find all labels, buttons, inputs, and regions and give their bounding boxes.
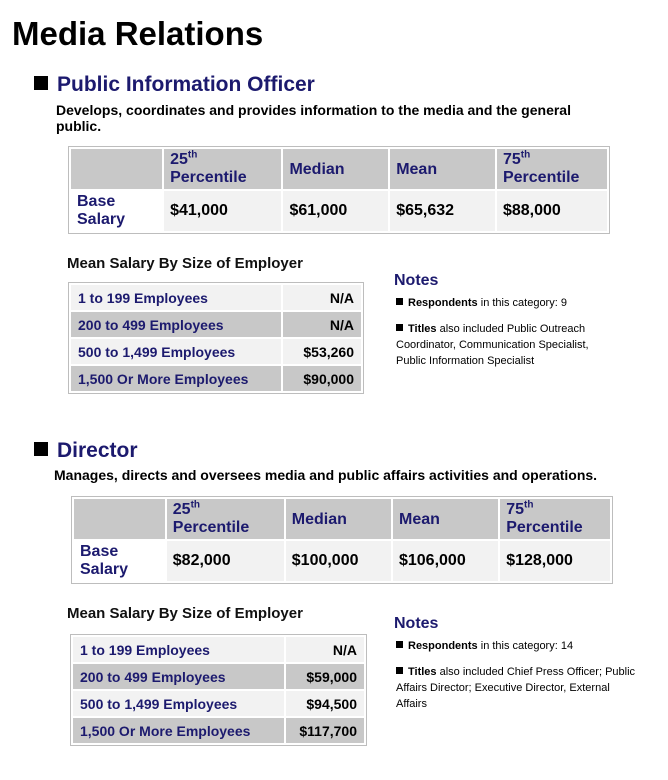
salary-header-blank (74, 499, 165, 539)
header-75th-percentile: 75th Percentile (497, 149, 607, 189)
job-title-public-information-officer: Public Information Officer (34, 72, 315, 98)
size-label: 200 to 499 Employees (73, 664, 284, 689)
list-item (71, 285, 361, 310)
size-value: $117,700 (286, 718, 364, 743)
square-bullet-icon (34, 442, 48, 456)
size-value: $53,260 (283, 339, 361, 364)
list-item (73, 718, 364, 743)
note-respondents: Respondents in this category: 14 (396, 638, 636, 654)
header-75th-percentile: 75th Percentile (500, 499, 610, 539)
size-table (70, 634, 367, 746)
job-title-director: Director (34, 438, 138, 464)
notes-heading: Notes (394, 615, 439, 632)
square-bullet-icon (396, 667, 403, 674)
page-title: Media Relations (12, 15, 264, 52)
header-25th-percentile: 25th Percentile (164, 149, 281, 189)
job-description: Develops, coordinates and provides information to the media and the general public. (56, 102, 571, 134)
list-item (71, 312, 361, 337)
value-median: $61,000 (283, 191, 388, 231)
note-titles: Titles also included Public Outreach Coordinator, Communication Specialist, Public Information Specialist (396, 323, 589, 367)
size-label: 1 to 199 Employees (73, 637, 284, 662)
header-median: Median (283, 149, 388, 189)
table-row (71, 191, 607, 231)
job-description: Manages, directs and oversees media and public affairs activities and operations. (54, 467, 598, 483)
size-label: 1,500 Or More Employees (73, 718, 284, 743)
list-item (73, 664, 364, 689)
size-value: N/A (286, 637, 364, 662)
row-label-base-salary: Base Salary (71, 191, 162, 231)
value-25th-percentile: $41,000 (164, 191, 281, 231)
row-label-base-salary: Base Salary (74, 541, 165, 581)
list-item (73, 691, 364, 716)
table-row (74, 541, 610, 581)
square-bullet-icon (34, 76, 48, 90)
square-bullet-icon (396, 324, 403, 331)
size-heading: Mean Salary By Size of Employer (67, 255, 303, 272)
list-item (71, 339, 361, 364)
size-value: $90,000 (283, 366, 361, 391)
size-label: 200 to 499 Employees (71, 312, 281, 337)
notes-heading: Notes (394, 272, 439, 289)
value-mean: $65,632 (390, 191, 495, 231)
size-value: $59,000 (286, 664, 364, 689)
note-respondents: Respondents in this category: 9 (396, 295, 636, 311)
size-heading: Mean Salary By Size of Employer (67, 605, 303, 622)
value-25th-percentile: $82,000 (167, 541, 284, 581)
salary-header-blank (71, 149, 162, 189)
value-median: $100,000 (286, 541, 391, 581)
size-value: N/A (283, 285, 361, 310)
size-value: N/A (283, 312, 361, 337)
square-bullet-icon (396, 298, 403, 305)
value-75th-percentile: $128,000 (500, 541, 610, 581)
value-mean: $106,000 (393, 541, 498, 581)
header-median: Median (286, 499, 391, 539)
size-label: 500 to 1,499 Employees (71, 339, 281, 364)
salary-table (68, 146, 610, 234)
size-table (68, 282, 364, 394)
size-label: 500 to 1,499 Employees (73, 691, 284, 716)
size-label: 1,500 Or More Employees (71, 366, 281, 391)
header-mean: Mean (390, 149, 495, 189)
salary-table (71, 496, 613, 584)
header-mean: Mean (393, 499, 498, 539)
note-titles: Titles also included Chief Press Officer; Public Affairs Director; Executive Director, External Affairs (396, 666, 636, 710)
list-item (73, 637, 364, 662)
size-value: $94,500 (286, 691, 364, 716)
header-25th-percentile: 25th Percentile (167, 499, 284, 539)
square-bullet-icon (396, 641, 403, 648)
list-item (71, 366, 361, 391)
value-75th-percentile: $88,000 (497, 191, 607, 231)
size-label: 1 to 199 Employees (71, 285, 281, 310)
